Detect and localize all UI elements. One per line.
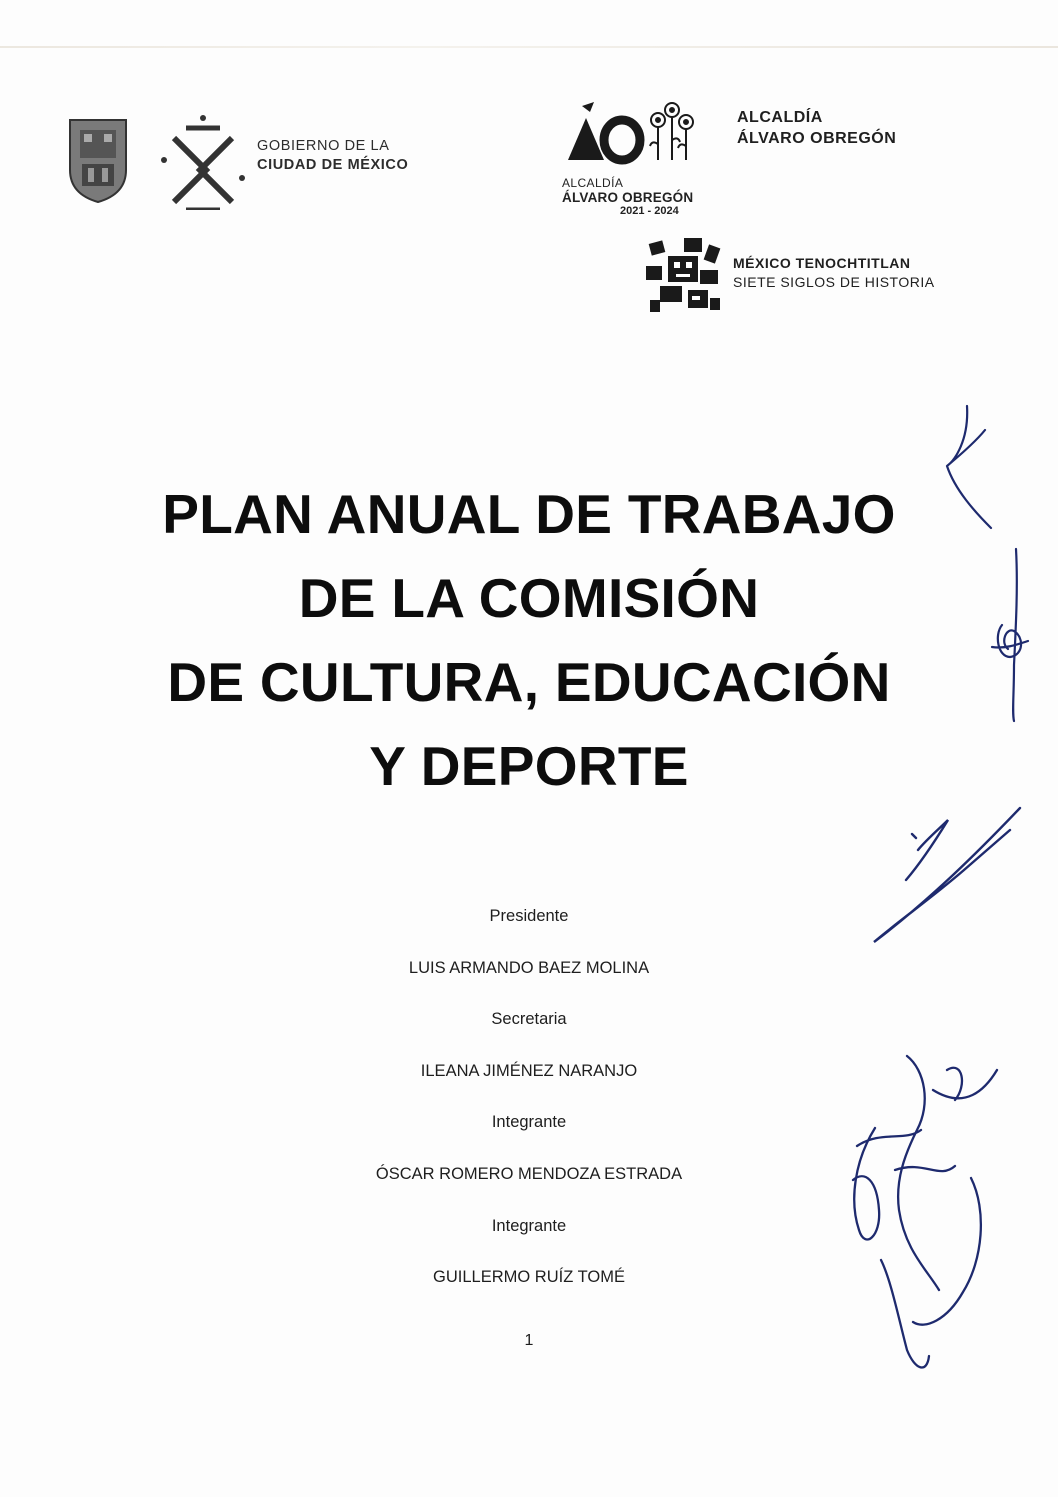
alcaldia-logo-small: ALCALDÍA — [562, 176, 624, 190]
signature-mark-4 — [835, 1030, 1010, 1380]
coat-of-arms-icon — [70, 120, 126, 202]
member-role: Integrante — [491, 1113, 567, 1132]
title-line-4: Y DEPORTE — [369, 735, 689, 797]
tenochtitlan-wordmark — [733, 254, 935, 292]
page-number: 1 — [524, 1332, 534, 1349]
cdmx-logo — [66, 114, 246, 210]
cdmx-line1: GOBIERNO DE LA — [257, 138, 390, 154]
document-title — [0, 472, 1058, 808]
member-name: ÓSCAR ROMERO MENDOZA ESTRADA — [375, 1164, 683, 1183]
tenochtitlan-emblem-icon — [640, 236, 724, 318]
cdmx-line2: CIUDAD DE MÉXICO — [257, 157, 409, 173]
alcaldia-wordmark — [737, 107, 896, 149]
member-role: Secretaria — [491, 1010, 567, 1029]
ao-monogram-icon — [568, 102, 640, 160]
tenochtitlan-line1: MÉXICO TENOCHTITLAN — [733, 255, 911, 271]
member-role: Presidente — [489, 907, 569, 925]
member-name: GUILLERMO RUÍZ TOMÉ — [433, 1268, 625, 1287]
alcaldia-logo-big: ÁLVARO OBREGÓN — [562, 190, 694, 205]
alcaldia-line1: ALCALDÍA — [737, 109, 823, 126]
alcaldia-logo-years: 2021 - 2024 — [620, 205, 679, 217]
signature-mark-1 — [925, 400, 1005, 540]
title-line-3: DE CULTURA, EDUCACIÓN — [167, 651, 891, 713]
title-line-2: DE LA COMISIÓN — [298, 567, 760, 629]
scan-edge — [0, 46, 1058, 48]
signature-mark-3 — [860, 800, 1030, 950]
title-line-1: PLAN ANUAL DE TRABAJO — [162, 483, 896, 545]
tenochtitlan-line2: SIETE SIGLOS DE HISTORIA — [733, 274, 935, 290]
member-name: ILEANA JIMÉNEZ NARANJO — [420, 1061, 638, 1080]
member-name: LUIS ARMANDO BAEZ MOLINA — [408, 958, 650, 977]
member-role: Integrante — [491, 1216, 567, 1235]
alcaldia-logo-caption — [562, 177, 722, 218]
cdmx-knot-icon — [161, 115, 245, 210]
flowers-icon — [650, 103, 693, 160]
alcaldia-line2: ÁLVARO OBREGÓN — [737, 130, 897, 147]
cdmx-wordmark — [257, 137, 408, 175]
signature-mark-2 — [980, 545, 1040, 725]
alcaldia-logo — [560, 100, 710, 180]
